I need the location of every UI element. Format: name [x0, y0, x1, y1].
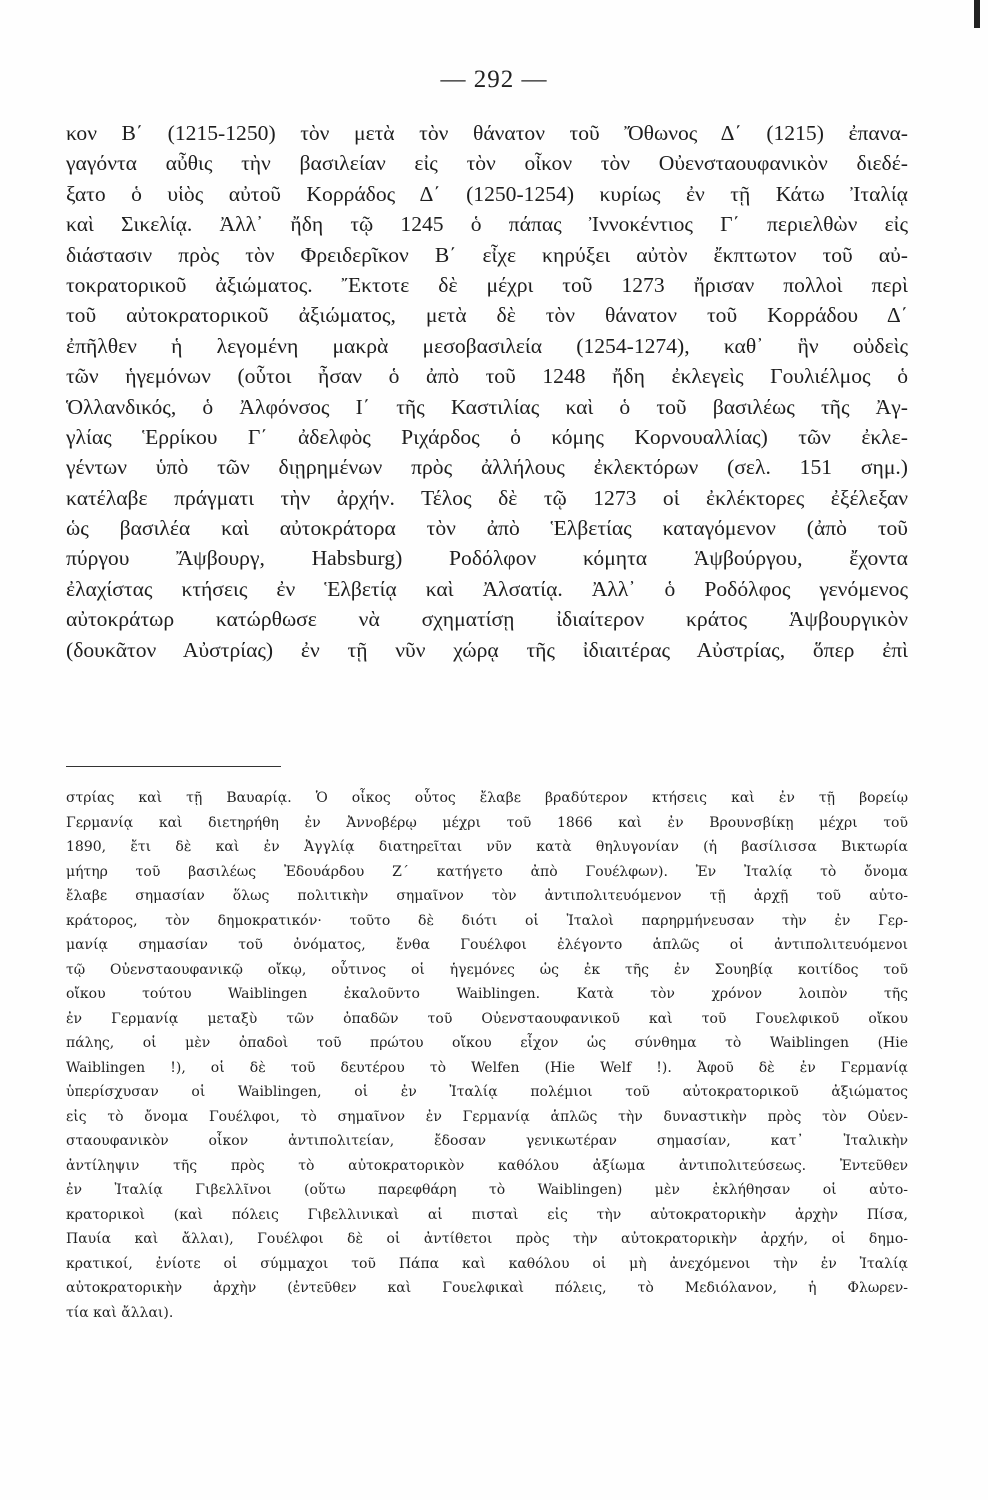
footnote-text [66, 786, 908, 1325]
footnote-line: εἰς τὸ ὄνομα Γουέλφοι, τὸ σημαῖνον ἐν Γερμανίᾳ ἁπλῶς τὴν δυναστικὴν πρὸς τὸν Οὐεν- [66, 1108, 908, 1125]
text-line: τῶν ἡγεμόνων (οὗτοι ἦσαν ὁ ἀπὸ τοῦ 1248 ἤδη ἐκλεγεὶς Γουλιέλμος ὁ [66, 364, 908, 389]
text-line: τοκρατορικοῦ ἀξιώματος. Ἔκτοτε δὲ μέχρι τοῦ 1273 ἤρισαν πολλοὶ περὶ [66, 272, 908, 297]
scan-edge-mark [974, 0, 980, 28]
footnote-line: ἐν Γερμανίᾳ μεταξὺ τῶν ὀπαδῶν τοῦ Οὐενσταουφανικοῦ καὶ τοῦ Γουελφικοῦ οἴκου [66, 1010, 908, 1027]
footnote-line: κρατικοί, ἐνίοτε οἱ σύμμαχοι τοῦ Πάπα καὶ καθόλου οἱ μὴ ἀνεχόμενοι τὴν ἐν Ἰταλίᾳ [66, 1255, 908, 1272]
text-line: κον Β΄ (1215-1250) τὸν μετὰ τὸν θάνατον τοῦ Ὄθωνος Δ΄ (1215) ἐπανα- [66, 121, 908, 145]
footnote-line: τῷ Οὐενσταουφανικῷ οἴκῳ, οὗτινος οἱ ἡγεμόνες ὡς ἐκ τῆς ἐν Σουηβίᾳ κοιτίδος τοῦ [66, 961, 908, 978]
footnote-line: ἀντίληψιν τῆς πρὸς τὸ αὐτοκρατορικὸν καθόλου ἀξίωμα ἀντιπολιτεύσεως. Ἐντεῦθεν [66, 1157, 908, 1174]
footnote-line: ἔλαβε σημασίαν ὅλως πολιτικὴν σημαῖνον τὸν ἀντιπολιτευόμενον τῇ ἀρχῇ τοῦ αὐτο- [66, 888, 908, 904]
footnote-separator [66, 766, 281, 767]
text-line: ξατο ὁ υἱὸς αὐτοῦ Κορράδος Δ΄ (1250-1254) κυρίως ἐν τῇ Κάτω Ἰταλίᾳ [66, 181, 908, 206]
text-line: διάστασιν πρὸς τὸν Φρειδερῖκον Β΄ εἶχε κηρύξει αὐτὸν ἔκπτωτον τοῦ αὐ- [66, 242, 908, 267]
footnote-line: κράτορος, τὸν δημοκρατικόν· τοῦτο δὲ διότι οἱ Ἰταλοὶ παρηρμήνευσαν τὴν ἐν Γερ- [66, 912, 908, 929]
footnote-line: ὑπερίσχυσαν οἱ Waiblingen, οἱ ἐν Ἰταλίᾳ πολέμιοι τοῦ αὐτοκρατορικοῦ ἀξιώματος [66, 1084, 908, 1100]
text-line: γαγόντα αὖθις τὴν βασιλείαν εἰς τὸν οἶκον τὸν Οὐενσταουφανικὸν διεδέ- [66, 151, 908, 176]
footnote-line: μήτηρ τοῦ βασιλέως Ἐδουάρδου Ζ΄ κατήγετο ἀπὸ Γουέλφων). Ἐν Ἰταλίᾳ τὸ ὄνομα [66, 863, 908, 880]
footnote-line: οἴκου τούτου Waiblingen ἐκαλοῦντο Waiblingen. Κατὰ τὸν χρόνον λοιπὸν τῆς [66, 986, 908, 1002]
footnote-line: αὐτοκρατορικὴν ἀρχὴν (ἐντεῦθεν καὶ Γουελφικαὶ πόλεις, τὸ Μεδιόλανον, ἡ Φλωρεν- [66, 1280, 908, 1296]
text-line: ἐλαχίστας κτήσεις ἐν Ἑλβετίᾳ καὶ Ἀλσατίᾳ. Ἀλλ᾽ ὁ Ροδόλφος γενόμενος [66, 576, 908, 601]
footnote-line: Waiblingen !), οἱ δὲ τοῦ δευτέρου τὸ Welfen (Hie Welf !). Ἀφοῦ δὲ ἐν Γερμανίᾳ [66, 1059, 908, 1076]
text-line: ὡς βασιλέα καὶ αὐτοκράτορα τὸν ἀπὸ Ἑλβετίας καταγόμενον (ἀπὸ τοῦ [66, 516, 908, 541]
footnote-line: κρατορικοὶ (καὶ πόλεις Γιβελλινικαὶ αἱ πισταὶ εἰς τὴν αὐτοκρατορικὴν ἀρχὴν Πίσα, [66, 1206, 908, 1223]
text-line: γλίας Ἑρρίκου Γ΄ ἀδελφὸς Ριχάρδος ὁ κόμης Κορνουαλλίας) τῶν ἐκλε- [66, 424, 908, 449]
footnote-line: σταουφανικὸν οἶκον ἀντιπολιτείαν, ἔδοσαν γενικωτέραν σημασίαν, κατ᾽ Ἰταλικὴν [66, 1133, 908, 1149]
footnote-line: μανίᾳ σημασίαν τοῦ ὀνόματος, ἔνθα Γουέλφοι ἐλέγοντο ἁπλῶς οἱ ἀντιπολιτευόμενοι [66, 937, 908, 953]
footnote-line: Γερμανίᾳ καὶ διετηρήθη ἐν Ἀννοβέρῳ μέχρι τοῦ 1866 καὶ ἐν Βρουνσβίκῃ μέχρι τοῦ [66, 814, 908, 831]
footnote-line: Παυία καὶ ἄλλαι), Γουέλφοι δὲ οἱ ἀντίθετοι πρὸς τὴν αὐτοκρατορικὴν ἀρχήν, οἱ δημο- [66, 1231, 908, 1247]
text-line: πύργου Ἄψβουργ, Habsburg) Ροδόλφον κόμητα Ἁψβούργου, ἔχοντα [66, 546, 908, 571]
text-line: κατέλαβε πράγματι τὴν ἀρχήν. Τέλος δὲ τῷ 1273 οἱ ἐκλέκτορες ἐξέλεξαν [66, 485, 908, 510]
footnote-line: στρίας καὶ τῇ Βαυαρίᾳ. Ὁ οἶκος οὗτος ἔλαβε βραδύτερον κτήσεις καὶ ἐν τῇ βορείῳ [66, 790, 908, 806]
text-line: (δουκᾶτον Αὐστρίας) ἐν τῇ νῦν χώρᾳ τῆς ἰδιαιτέρας Αὐστρίας, ὅπερ ἐπὶ [66, 637, 908, 662]
footnote-line: 1890, ἔτι δὲ καὶ ἐν Ἀγγλίᾳ διατηρεῖται νῦν κατὰ θηλυγονίαν (ἡ βασίλισσα Βικτωρία [66, 839, 908, 855]
page-number: — 292 — [440, 66, 548, 93]
footnote-line: τία καὶ ἄλλαι). [66, 1304, 174, 1321]
footnote-line: πάλης, οἱ μὲν ὀπαδοὶ τοῦ πρώτου οἴκου εἶχον ὡς σύνθημα τὸ Waiblingen (Hie [66, 1035, 908, 1051]
footnote-line: ἐν Ἰταλίᾳ Γιβελλῖνοι (οὕτω παρεφθάρη τὸ Waiblingen) μὲν ἐκλήθησαν οἱ αὐτο- [66, 1182, 908, 1198]
text-line: Ὁλλανδικός, ὁ Ἀλφόνσος Ι΄ τῆς Καστιλίας καὶ ὁ τοῦ βασιλέως τῆς Ἀγ- [66, 394, 908, 419]
text-line: τοῦ αὐτοκρατορικοῦ ἀξιώματος, μετὰ δὲ τὸν θάνατον τοῦ Κορράδου Δ΄ [66, 303, 908, 328]
text-line: καὶ Σικελίᾳ. Ἀλλ᾽ ἤδη τῷ 1245 ὁ πάπας Ἰννοκέντιος Γ΄ περιελθὼν εἰς [66, 212, 908, 237]
main-text [66, 118, 908, 665]
text-line: ἐπῆλθεν ἡ λεγομένη μακρὰ μεσοβασιλεία (1254-1274), καθ᾽ ἣν οὐδεὶς [66, 333, 908, 358]
text-line: αὐτοκράτωρ κατώρθωσε νὰ σχηματίσῃ ἰδιαίτερον κράτος Ἁψβουργικὸν [66, 607, 908, 632]
text-line: γέντων ὑπὸ τῶν διῃρημένων πρὸς ἀλλήλους ἐκλεκτόρων (σελ. 151 σημ.) [66, 455, 908, 480]
